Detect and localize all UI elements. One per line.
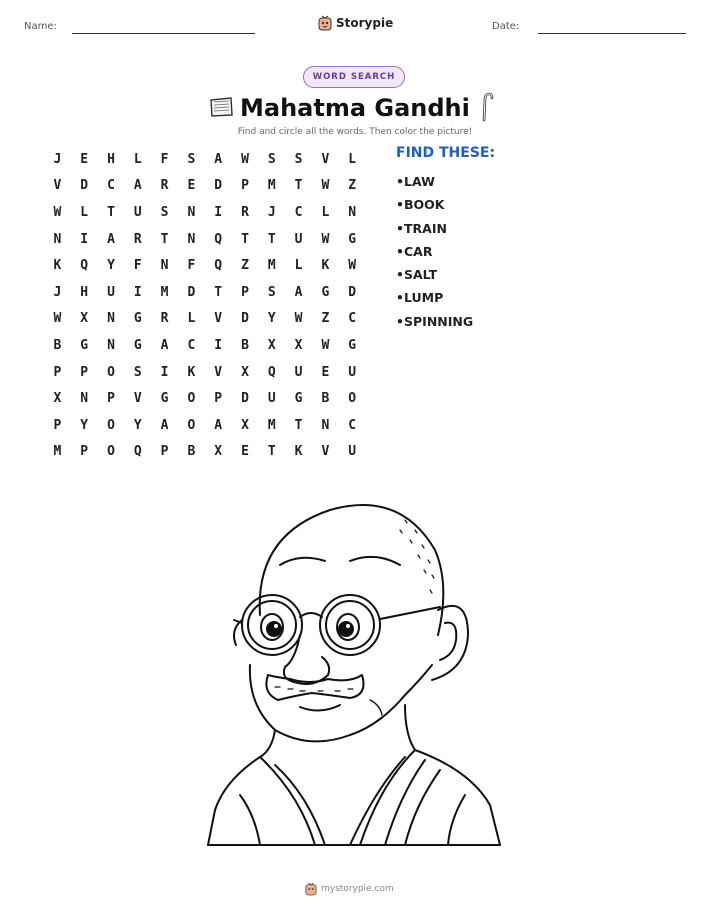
grid-cell[interactable]: T [267, 444, 276, 460]
grid-cell[interactable]: R [133, 231, 142, 247]
word-search-badge: WORD SEARCH [303, 66, 405, 88]
grid-cell[interactable]: P [241, 284, 249, 300]
grid-cell[interactable]: N [107, 311, 115, 327]
grid-cell[interactable]: U [133, 204, 142, 220]
grid-cell[interactable]: L [294, 258, 303, 274]
grid-cell[interactable]: A [294, 284, 303, 300]
grid-cell[interactable]: N [321, 417, 330, 433]
grid-cell[interactable]: O [187, 391, 196, 407]
grid-cell[interactable]: O [107, 444, 115, 460]
grid-cell[interactable]: Y [133, 417, 142, 433]
word-search-grid [44, 146, 364, 466]
grid-cell[interactable]: Z [321, 311, 330, 327]
word-item: • LAW [396, 170, 473, 193]
word-item: • TRAIN [396, 217, 473, 240]
grid-cell[interactable]: J [53, 284, 62, 300]
grid-cell[interactable]: J [53, 151, 62, 167]
grid-cell[interactable]: Y [267, 311, 276, 327]
grid-cell[interactable]: W [241, 151, 249, 167]
grid-cell[interactable]: G [321, 284, 330, 300]
grid-cell[interactable]: X [267, 337, 276, 353]
date-line [538, 33, 686, 34]
grid-cell[interactable]: U [348, 444, 357, 460]
grid-cell[interactable]: I [160, 364, 169, 380]
grid-cell[interactable]: N [107, 337, 115, 353]
grid-cell[interactable]: A [133, 178, 142, 194]
grid-cell[interactable]: S [160, 204, 169, 220]
grid-cell[interactable]: C [348, 311, 357, 327]
grid-cell[interactable]: N [160, 258, 169, 274]
grid-cell[interactable]: C [348, 417, 357, 433]
grid-cell[interactable]: W [321, 231, 330, 247]
grid-cell[interactable]: D [241, 311, 249, 327]
grid-cell[interactable]: I [80, 231, 89, 247]
grid-cell[interactable]: Z [348, 178, 357, 194]
grid-cell[interactable]: R [160, 311, 169, 327]
grid-cell[interactable]: N [187, 204, 196, 220]
grid-cell[interactable]: V [321, 444, 330, 460]
grid-cell[interactable]: S [133, 364, 142, 380]
footer-url: mystorypie.com [321, 884, 394, 894]
grid-cell[interactable]: P [107, 391, 115, 407]
grid-cell[interactable]: W [53, 204, 62, 220]
grid-cell[interactable]: E [80, 151, 89, 167]
grid-cell[interactable]: F [133, 258, 142, 274]
word-list [396, 170, 473, 333]
grid-cell[interactable]: N [348, 204, 357, 220]
grid-cell[interactable]: K [53, 258, 62, 274]
grid-cell[interactable]: U [267, 391, 276, 407]
grid-cell[interactable]: Q [133, 444, 142, 460]
page-title: Mahatma Gandhi [240, 94, 470, 122]
grid-cell[interactable]: M [267, 178, 276, 194]
grid-cell[interactable]: G [348, 337, 357, 353]
walking-stick-icon [480, 92, 494, 122]
grid-cell[interactable]: U [294, 364, 303, 380]
word-item: • BOOK [396, 193, 473, 216]
word-item: • CAR [396, 240, 473, 263]
grid-cell[interactable]: P [80, 444, 89, 460]
grid-cell[interactable]: O [348, 391, 357, 407]
grid-cell[interactable]: T [267, 231, 276, 247]
grid-cell[interactable]: T [160, 231, 169, 247]
grid-cell[interactable]: I [214, 204, 223, 220]
grid-cell[interactable]: H [107, 151, 115, 167]
grid-cell[interactable]: D [241, 391, 249, 407]
grid-cell[interactable]: A [107, 231, 115, 247]
grid-cell[interactable]: G [348, 231, 357, 247]
grid-cell[interactable]: S [187, 151, 196, 167]
grid-cell[interactable]: V [214, 364, 223, 380]
grid-cell[interactable]: T [241, 231, 249, 247]
grid-cell[interactable]: U [107, 284, 115, 300]
grid-cell[interactable]: M [53, 444, 62, 460]
grid-cell[interactable]: R [241, 204, 249, 220]
grid-cell[interactable]: K [321, 258, 330, 274]
storypie-logo-icon [318, 15, 332, 31]
grid-cell[interactable]: C [187, 337, 196, 353]
grid-cell[interactable]: W [321, 178, 330, 194]
grid-cell[interactable]: U [294, 231, 303, 247]
grid-cell[interactable]: A [160, 337, 169, 353]
grid-cell[interactable]: G [160, 391, 169, 407]
grid-cell[interactable]: G [294, 391, 303, 407]
gandhi-coloring-illustration [200, 495, 510, 850]
grid-cell[interactable]: P [160, 444, 169, 460]
grid-cell[interactable]: D [187, 284, 196, 300]
grid-cell[interactable]: L [133, 151, 142, 167]
name-label: Name: [24, 21, 57, 32]
grid-cell[interactable]: A [214, 417, 223, 433]
grid-cell[interactable]: K [187, 364, 196, 380]
grid-cell[interactable]: L [321, 204, 330, 220]
grid-cell[interactable]: I [214, 337, 223, 353]
grid-cell[interactable]: L [348, 151, 357, 167]
grid-cell[interactable]: W [348, 258, 357, 274]
grid-cell[interactable]: G [133, 311, 142, 327]
footer [305, 880, 405, 898]
find-these-heading: FIND THESE: [396, 145, 496, 161]
grid-cell[interactable]: X [53, 391, 62, 407]
grid-cell[interactable]: C [107, 178, 115, 194]
instructions: Find and circle all the words. Then color the picture! [237, 127, 473, 137]
grid-cell[interactable]: T [214, 284, 223, 300]
storypie-logo-icon [305, 882, 317, 896]
grid-cell[interactable]: A [214, 151, 223, 167]
grid-cell[interactable]: T [107, 204, 115, 220]
grid-cell[interactable]: V [321, 151, 330, 167]
name-line [72, 33, 255, 34]
grid-cell[interactable]: J [267, 204, 276, 220]
grid-cell[interactable]: M [267, 258, 276, 274]
grid-cell[interactable]: W [321, 337, 330, 353]
grid-cell[interactable]: P [214, 391, 223, 407]
grid-cell[interactable]: F [187, 258, 196, 274]
grid-cell[interactable]: Q [80, 258, 89, 274]
grid-cell[interactable]: F [160, 151, 169, 167]
grid-cell[interactable]: E [241, 444, 249, 460]
grid-cell[interactable]: V [53, 178, 62, 194]
word-item: • LUMP [396, 286, 473, 309]
grid-cell[interactable]: X [294, 337, 303, 353]
grid-cell[interactable]: O [107, 417, 115, 433]
grid-cell[interactable]: P [80, 364, 89, 380]
grid-cell[interactable]: S [294, 151, 303, 167]
grid-cell[interactable]: X [241, 364, 249, 380]
grid-cell[interactable]: M [267, 417, 276, 433]
grid-cell[interactable]: U [348, 364, 357, 380]
grid-cell[interactable]: D [80, 178, 89, 194]
grid-cell[interactable]: D [348, 284, 357, 300]
grid-cell[interactable]: Y [107, 258, 115, 274]
grid-cell[interactable]: B [53, 337, 62, 353]
grid-cell[interactable]: Y [80, 417, 89, 433]
grid-cell[interactable]: X [241, 417, 249, 433]
grid-cell[interactable]: N [187, 231, 196, 247]
grid-cell[interactable]: I [133, 284, 142, 300]
brand-logo [318, 12, 398, 34]
grid-cell[interactable]: D [214, 178, 223, 194]
grid-cell[interactable]: P [241, 178, 249, 194]
grid-cell[interactable]: O [187, 417, 196, 433]
grid-cell[interactable]: Z [241, 258, 249, 274]
grid-cell[interactable]: V [214, 311, 223, 327]
grid-cell[interactable]: K [294, 444, 303, 460]
grid-cell[interactable]: P [53, 364, 62, 380]
grid-cell[interactable]: R [160, 178, 169, 194]
grid-cell[interactable]: B [321, 391, 330, 407]
grid-cell[interactable]: O [107, 364, 115, 380]
grid-cell[interactable]: P [53, 417, 62, 433]
grid-cell[interactable]: X [214, 444, 223, 460]
grid-cell[interactable]: Q [267, 364, 276, 380]
grid-cell[interactable]: S [267, 284, 276, 300]
grid-cell[interactable]: B [241, 337, 249, 353]
grid-cell[interactable]: S [267, 151, 276, 167]
grid-cell[interactable]: W [294, 311, 303, 327]
grid-cell[interactable]: C [294, 204, 303, 220]
brand-name: Storypie [336, 16, 394, 30]
grid-cell[interactable]: Q [214, 231, 223, 247]
grid-cell[interactable]: E [187, 178, 196, 194]
grid-cell[interactable]: L [187, 311, 196, 327]
date-label: Date: [492, 21, 520, 32]
grid-cell[interactable]: G [80, 337, 89, 353]
grid-cell[interactable]: T [294, 417, 303, 433]
grid-cell[interactable]: T [294, 178, 303, 194]
book-icon [208, 96, 234, 118]
grid-cell[interactable]: N [80, 391, 89, 407]
grid-cell[interactable]: V [133, 391, 142, 407]
grid-cell[interactable]: H [80, 284, 89, 300]
grid-cell[interactable]: L [80, 204, 89, 220]
word-item: • SPINNING [396, 310, 473, 333]
grid-cell[interactable]: W [53, 311, 62, 327]
word-item: • SALT [396, 263, 473, 286]
grid-cell[interactable]: X [80, 311, 89, 327]
grid-cell[interactable]: B [187, 444, 196, 460]
grid-cell[interactable]: Q [214, 258, 223, 274]
grid-cell[interactable]: G [133, 337, 142, 353]
grid-cell[interactable]: E [321, 364, 330, 380]
grid-cell[interactable]: M [160, 284, 169, 300]
grid-cell[interactable]: N [53, 231, 62, 247]
grid-cell[interactable]: A [160, 417, 169, 433]
